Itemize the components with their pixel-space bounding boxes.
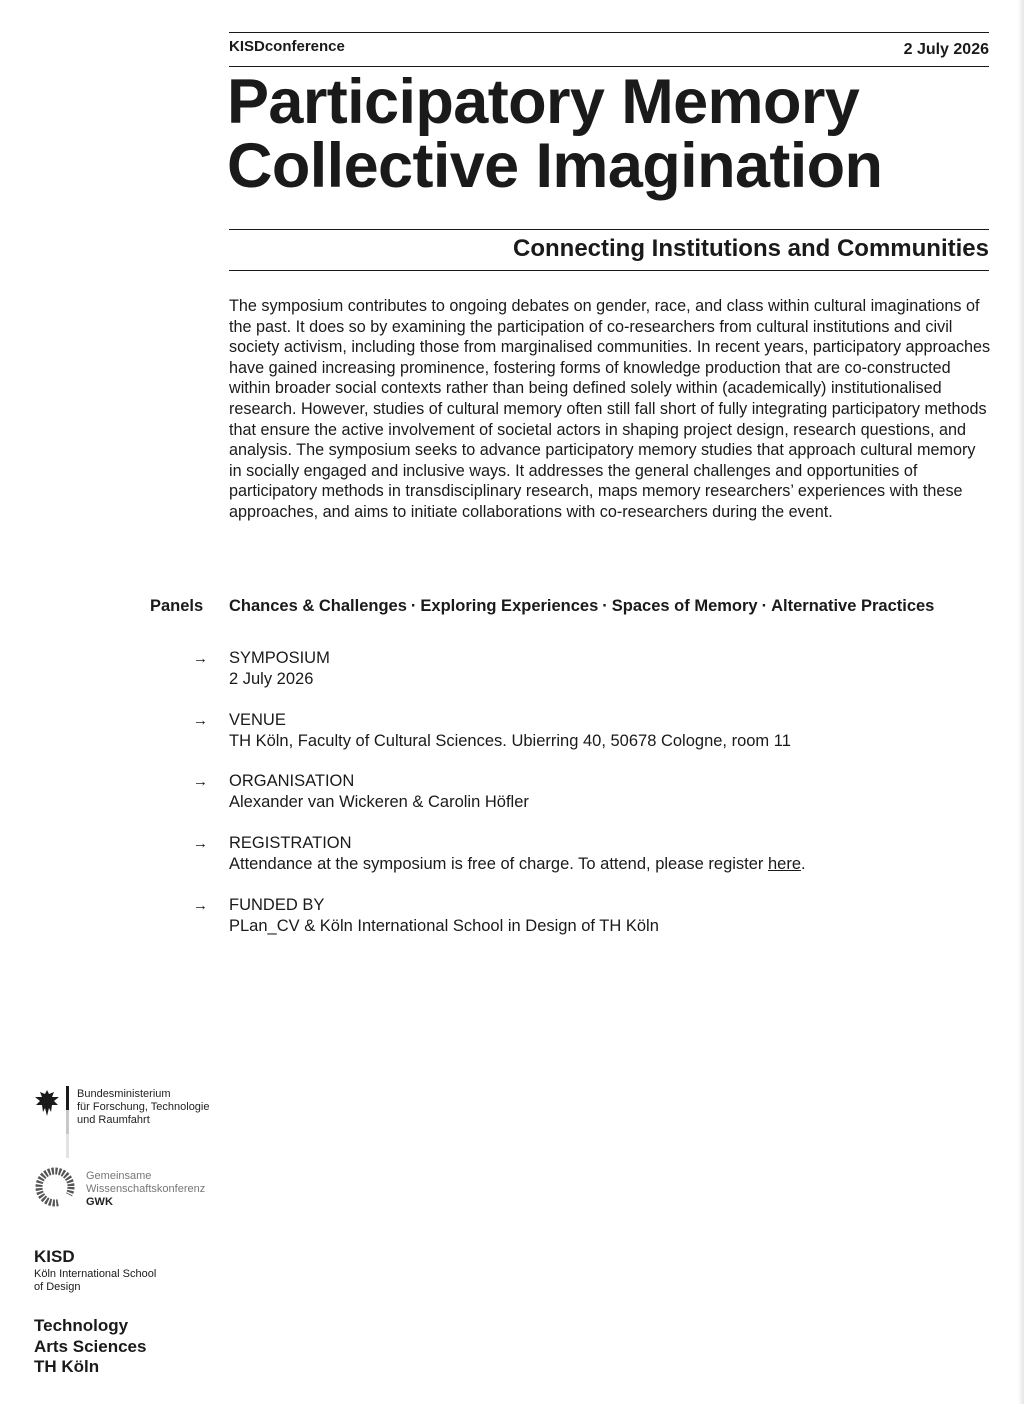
info-heading: SYMPOSIUM [229,649,330,667]
gwk-line: GWK [86,1196,113,1208]
th-line: Arts Sciences [34,1336,147,1356]
info-value [229,854,806,875]
panel-separator: · [410,597,417,615]
panel-separator: · [761,597,768,615]
panel-item: Exploring Experiences [420,597,599,615]
panels-label: Panels [150,597,204,615]
subtitle-bottom-rule [229,270,989,271]
kisd-line: Köln International School [34,1268,157,1280]
bmftr-line: Bundesministerium [77,1088,171,1100]
registration-text: Attendance at the symposium is free of charge. To attend, please register [229,855,768,873]
gwk-ring-icon [34,1166,76,1208]
th-line: TH Köln [34,1357,100,1376]
gwk-line: Wissenschaftskonferenz [86,1183,206,1195]
info-value: PLan_CV & Köln International School in Design of TH Köln [229,917,659,935]
panel-item: Spaces of Memory [611,597,758,615]
info-heading: ORGANISATION [229,772,355,790]
kisd-name: KISD [34,1247,75,1266]
page-edge-shadow [1018,0,1024,1404]
bmftr-line: für Forschung, Technologie [77,1101,210,1113]
gwk-line: Gemeinsame [86,1170,152,1182]
abstract-text: The symposium contributes to ongoing debates on gender, race, and class within cultural imaginations of the past. It does so by examining the participation of co-researchers from cultural institutions and civil society activism, including those from marginalised communities. In recent years, participatory approaches have gained increasing prominence, fostering forms of knowledge production that are co-constructed within broader social contexts rather than being defined solely within (academically) institutionalised research. However, studies of cultural memory often still fall short of fully integrating participatory methods that ensure the active involvement of societal actors in shaping project design, research questions, and analysis. The symposium seeks to advance participatory memory studies that approach cultural memory in socially engaged and inclusive ways. It addresses the general challenges and opportunities of participatory methods in transdisciplinary research, maps memory researchers’ experiences with these approaches, and aims to initiate collaborations with co-researchers during the event. [229,297,991,521]
kisd-line: of Design [34,1281,81,1293]
title-line-1: Participatory Memory [227,67,860,137]
info-heading: FUNDED BY [229,896,325,914]
subtitle-top-rule [229,229,989,230]
panel-separator: · [602,597,608,615]
arrow-right-icon: → [193,897,208,914]
th-line: Technology [34,1316,129,1335]
panels-list [229,597,991,616]
info-heading: VENUE [229,711,286,729]
title-line-2: Collective Imagination [227,131,883,201]
arrow-right-icon: → [193,712,208,729]
flag-bar-black [66,1086,69,1110]
arrow-right-icon: → [193,835,208,852]
bmftr-logo [34,1086,224,1156]
info-heading: REGISTRATION [229,834,352,852]
register-link[interactable]: here [768,855,802,873]
arrow-right-icon: → [193,650,208,667]
bmftr-text [77,1088,210,1127]
bmftr-line: und Raumfahrt [77,1114,150,1126]
registration-end: . [801,855,806,873]
info-value: 2 July 2026 [229,670,314,688]
info-value: Alexander van Wickeren & Carolin Höfler [229,793,529,811]
panel-item: Chances & Challenges [229,597,407,615]
page-subtitle: Connecting Institutions and Communities [513,235,989,262]
arrow-right-icon: → [193,773,208,790]
flag-bar-gold [66,1134,69,1158]
conference-series: KISDconference [229,38,345,55]
th-koeln-logo [34,1316,146,1378]
info-value: TH Köln, Faculty of Cultural Sciences. Ubierring 40, 50678 Cologne, room 11 [229,732,791,750]
header-date: 2 July 2026 [903,41,989,58]
flag-bar-red [66,1110,69,1134]
federal-eagle-icon [34,1088,60,1118]
page-title [227,67,997,201]
kisd-logo [34,1247,156,1294]
gwk-logo [34,1166,224,1212]
gwk-text [86,1170,205,1209]
panel-item: Alternative Practices [771,597,935,615]
top-rule [229,32,989,33]
